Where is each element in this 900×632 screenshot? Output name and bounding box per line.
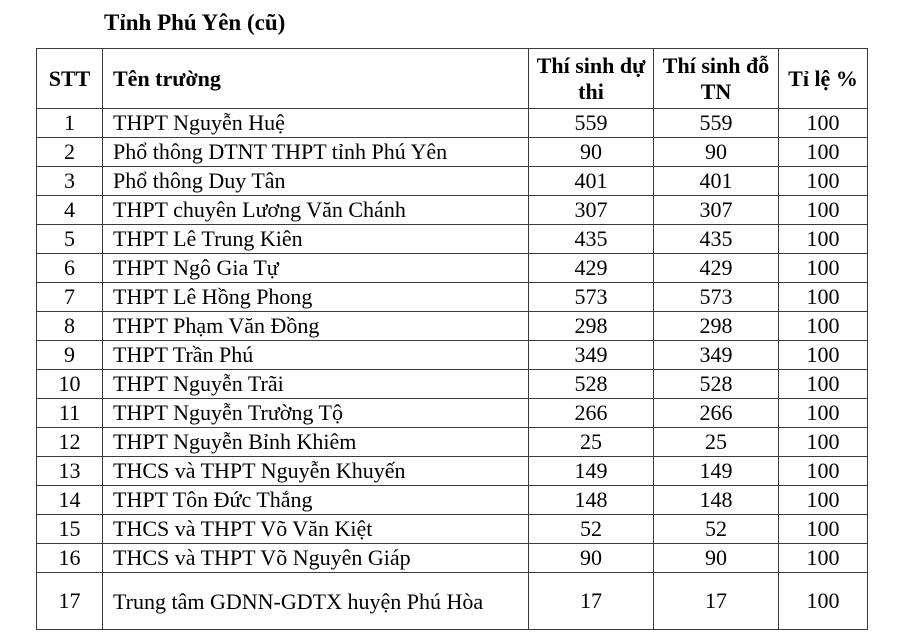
row-passed: 148 bbox=[654, 486, 779, 515]
row-rate: 100 bbox=[779, 254, 868, 283]
row-candidates: 52 bbox=[529, 515, 654, 544]
table-row bbox=[37, 573, 868, 630]
row-candidates: 148 bbox=[529, 486, 654, 515]
table-row bbox=[37, 341, 868, 370]
row-school-name: THPT Ngô Gia Tự bbox=[103, 254, 529, 283]
header-stt: STT bbox=[37, 49, 103, 109]
results-table bbox=[36, 48, 868, 630]
table-row bbox=[37, 225, 868, 254]
row-rate: 100 bbox=[779, 225, 868, 254]
row-rate: 100 bbox=[779, 486, 868, 515]
row-candidates: 149 bbox=[529, 457, 654, 486]
table-row bbox=[37, 283, 868, 312]
row-school-name: Phổ thông DTNT THPT tỉnh Phú Yên bbox=[103, 138, 529, 167]
row-stt: 4 bbox=[37, 196, 103, 225]
row-candidates: 266 bbox=[529, 399, 654, 428]
table-row bbox=[37, 370, 868, 399]
row-school-name: THPT Phạm Văn Đồng bbox=[103, 312, 529, 341]
row-candidates: 90 bbox=[529, 544, 654, 573]
row-candidates: 435 bbox=[529, 225, 654, 254]
row-passed: 52 bbox=[654, 515, 779, 544]
table-row bbox=[37, 486, 868, 515]
table-row bbox=[37, 196, 868, 225]
row-school-name: THPT Nguyễn Bỉnh Khiêm bbox=[103, 428, 529, 457]
row-school-name: THPT Tôn Đức Thắng bbox=[103, 486, 529, 515]
row-candidates: 349 bbox=[529, 341, 654, 370]
row-passed: 149 bbox=[654, 457, 779, 486]
row-rate: 100 bbox=[779, 138, 868, 167]
row-passed: 559 bbox=[654, 109, 779, 138]
row-school-name: THCS và THPT Võ Văn Kiệt bbox=[103, 515, 529, 544]
row-candidates: 528 bbox=[529, 370, 654, 399]
row-stt: 9 bbox=[37, 341, 103, 370]
row-passed: 90 bbox=[654, 138, 779, 167]
table-row bbox=[37, 138, 868, 167]
row-candidates: 298 bbox=[529, 312, 654, 341]
row-stt: 8 bbox=[37, 312, 103, 341]
table-row bbox=[37, 515, 868, 544]
table-row bbox=[37, 399, 868, 428]
row-stt: 6 bbox=[37, 254, 103, 283]
row-school-name: THPT Trần Phú bbox=[103, 341, 529, 370]
table-row bbox=[37, 312, 868, 341]
row-rate: 100 bbox=[779, 573, 868, 630]
row-school-name: THCS và THPT Võ Nguyên Giáp bbox=[103, 544, 529, 573]
row-rate: 100 bbox=[779, 428, 868, 457]
row-passed: 307 bbox=[654, 196, 779, 225]
row-school-name: THPT Nguyễn Trãi bbox=[103, 370, 529, 399]
row-rate: 100 bbox=[779, 283, 868, 312]
row-passed: 17 bbox=[654, 573, 779, 630]
row-passed: 401 bbox=[654, 167, 779, 196]
row-rate: 100 bbox=[779, 312, 868, 341]
row-passed: 25 bbox=[654, 428, 779, 457]
header-candidates: Thí sinh dự thi bbox=[529, 49, 654, 109]
row-stt: 17 bbox=[37, 573, 103, 630]
table-row bbox=[37, 544, 868, 573]
row-candidates: 307 bbox=[529, 196, 654, 225]
row-stt: 2 bbox=[37, 138, 103, 167]
row-school-name: Phổ thông Duy Tân bbox=[103, 167, 529, 196]
header-row bbox=[37, 49, 868, 109]
row-passed: 266 bbox=[654, 399, 779, 428]
row-candidates: 401 bbox=[529, 167, 654, 196]
row-stt: 16 bbox=[37, 544, 103, 573]
row-stt: 13 bbox=[37, 457, 103, 486]
row-rate: 100 bbox=[779, 544, 868, 573]
row-passed: 429 bbox=[654, 254, 779, 283]
row-rate: 100 bbox=[779, 167, 868, 196]
row-rate: 100 bbox=[779, 370, 868, 399]
row-rate: 100 bbox=[779, 196, 868, 225]
row-stt: 12 bbox=[37, 428, 103, 457]
row-school-name: THPT chuyên Lương Văn Chánh bbox=[103, 196, 529, 225]
row-rate: 100 bbox=[779, 109, 868, 138]
row-stt: 10 bbox=[37, 370, 103, 399]
row-school-name: THPT Lê Trung Kiên bbox=[103, 225, 529, 254]
row-rate: 100 bbox=[779, 457, 868, 486]
row-stt: 1 bbox=[37, 109, 103, 138]
header-school-name: Tên trường bbox=[103, 49, 529, 109]
row-rate: 100 bbox=[779, 515, 868, 544]
table-row bbox=[37, 109, 868, 138]
table-row bbox=[37, 457, 868, 486]
row-candidates: 17 bbox=[529, 573, 654, 630]
row-passed: 573 bbox=[654, 283, 779, 312]
row-stt: 11 bbox=[37, 399, 103, 428]
row-school-name: Trung tâm GDNN-GDTX huyện Phú Hòa bbox=[103, 573, 529, 630]
table-row bbox=[37, 428, 868, 457]
row-passed: 528 bbox=[654, 370, 779, 399]
row-stt: 5 bbox=[37, 225, 103, 254]
row-stt: 14 bbox=[37, 486, 103, 515]
table-body bbox=[37, 109, 868, 630]
row-stt: 7 bbox=[37, 283, 103, 312]
row-passed: 298 bbox=[654, 312, 779, 341]
row-passed: 349 bbox=[654, 341, 779, 370]
row-school-name: THPT Lê Hồng Phong bbox=[103, 283, 529, 312]
row-passed: 435 bbox=[654, 225, 779, 254]
page-title: Tỉnh Phú Yên (cũ) bbox=[104, 10, 286, 35]
row-school-name: THCS và THPT Nguyễn Khuyến bbox=[103, 457, 529, 486]
row-candidates: 429 bbox=[529, 254, 654, 283]
row-candidates: 573 bbox=[529, 283, 654, 312]
header-rate: Tỉ lệ % bbox=[779, 49, 868, 109]
row-candidates: 559 bbox=[529, 109, 654, 138]
header-passed: Thí sinh đỗ TN bbox=[654, 49, 779, 109]
row-candidates: 90 bbox=[529, 138, 654, 167]
table-row bbox=[37, 254, 868, 283]
row-candidates: 25 bbox=[529, 428, 654, 457]
table-row bbox=[37, 167, 868, 196]
row-rate: 100 bbox=[779, 399, 868, 428]
row-school-name: THPT Nguyễn Huệ bbox=[103, 109, 529, 138]
row-stt: 3 bbox=[37, 167, 103, 196]
row-rate: 100 bbox=[779, 341, 868, 370]
row-stt: 15 bbox=[37, 515, 103, 544]
row-passed: 90 bbox=[654, 544, 779, 573]
row-school-name: THPT Nguyễn Trường Tộ bbox=[103, 399, 529, 428]
